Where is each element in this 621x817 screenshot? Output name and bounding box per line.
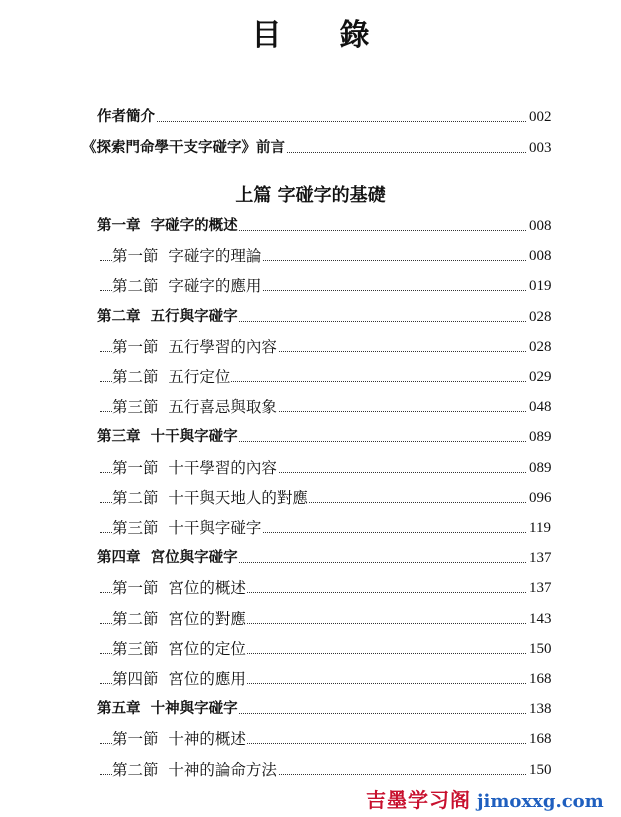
- toc-label: 第二章 五行與字碰字: [97, 305, 239, 329]
- toc-label: 第二節 十干與天地人的對應: [112, 486, 309, 510]
- toc-page-number: 089: [527, 425, 552, 449]
- toc-section-entry[interactable]: [0, 727, 621, 751]
- toc-page-number: 137: [527, 576, 552, 600]
- page-title: 目錄: [251, 18, 428, 53]
- toc-section-entry[interactable]: [0, 576, 621, 600]
- toc-label: 第三節 五行喜忌與取象: [112, 395, 278, 419]
- toc-page-number: 138: [527, 697, 552, 721]
- toc-section-entry[interactable]: [0, 365, 621, 389]
- toc-label: 第四節 宮位的應用: [112, 667, 247, 691]
- toc-chapter-entry[interactable]: [0, 214, 621, 238]
- toc-label: 第三節 宮位的定位: [112, 637, 247, 661]
- toc-label: 第二節 宮位的對應: [112, 607, 247, 631]
- toc-page-number: 150: [527, 637, 552, 661]
- part-title: 上篇 字碰字的基礎: [235, 185, 386, 206]
- toc-label: 第一章 字碰字的概述: [97, 214, 239, 238]
- toc-page-number: 028: [527, 335, 552, 359]
- toc-section-entry[interactable]: [0, 516, 621, 540]
- watermark: [366, 786, 604, 814]
- toc-page-number: 008: [527, 214, 552, 238]
- toc-label: 第一節 十干學習的內容: [112, 456, 278, 480]
- toc-page-number: 002: [527, 105, 552, 129]
- toc-label: 第五章 十神與字碰字: [97, 697, 239, 721]
- toc-chapter-entry[interactable]: [0, 305, 621, 329]
- toc-label: 第二節 字碰字的應用: [112, 274, 262, 298]
- toc-section-entry[interactable]: [0, 395, 621, 419]
- toc-page-number: 029: [527, 365, 552, 389]
- toc-label: 第二節 五行定位: [112, 365, 231, 389]
- toc-chapter-entry[interactable]: [0, 546, 621, 570]
- watermark-url: jimoxxg.com: [477, 791, 604, 812]
- toc-section-entry[interactable]: [0, 244, 621, 268]
- toc-page-number: 048: [527, 395, 552, 419]
- toc-page-number: 168: [527, 667, 552, 691]
- toc-section-entry[interactable]: [0, 607, 621, 631]
- toc-label: 第二節 十神的論命方法: [112, 758, 278, 782]
- toc-label: 第一節 五行學習的內容: [112, 335, 278, 359]
- toc-label: 作者簡介: [97, 105, 156, 129]
- toc-label: 《探索門命學干支字碰字》前言: [82, 136, 286, 160]
- toc-page-number: 143: [527, 607, 552, 631]
- toc-page-number: 028: [527, 305, 552, 329]
- toc-entry-author-bio[interactable]: [0, 105, 621, 129]
- toc-section-entry[interactable]: [0, 335, 621, 359]
- toc-page-number: 150: [527, 758, 552, 782]
- toc-label: 第一節 十神的概述: [112, 727, 247, 751]
- toc-section-entry[interactable]: [0, 667, 621, 691]
- toc-page-number: 137: [527, 546, 552, 570]
- toc-chapter-entry[interactable]: [0, 697, 621, 721]
- toc-leader-dots: [100, 121, 530, 122]
- toc-label: 第三節 十干與字碰字: [112, 516, 262, 540]
- toc-page-number: 008: [527, 244, 552, 268]
- toc-page-number: 089: [527, 456, 552, 480]
- toc-page-number: 119: [527, 516, 551, 540]
- toc-label: 第一節 宮位的概述: [112, 576, 247, 600]
- toc-section-entry[interactable]: [0, 637, 621, 661]
- toc-section-entry[interactable]: [0, 456, 621, 480]
- toc-entry-preface[interactable]: [0, 136, 621, 160]
- toc-section-entry[interactable]: [0, 758, 621, 782]
- toc-page-number: 096: [527, 486, 552, 510]
- toc-label: 第一節 字碰字的理論: [112, 244, 262, 268]
- toc-page-number: 003: [527, 136, 552, 160]
- watermark-site-name: 吉墨学习阁: [366, 788, 471, 812]
- toc-page-number: 019: [527, 274, 552, 298]
- toc-chapter-entry[interactable]: [0, 425, 621, 449]
- toc-label: 第四章 宮位與字碰字: [97, 546, 239, 570]
- toc-section-entry[interactable]: [0, 486, 621, 510]
- toc-page-number: 168: [527, 727, 552, 751]
- toc-section-entry[interactable]: [0, 274, 621, 298]
- toc-label: 第三章 十干與字碰字: [97, 425, 239, 449]
